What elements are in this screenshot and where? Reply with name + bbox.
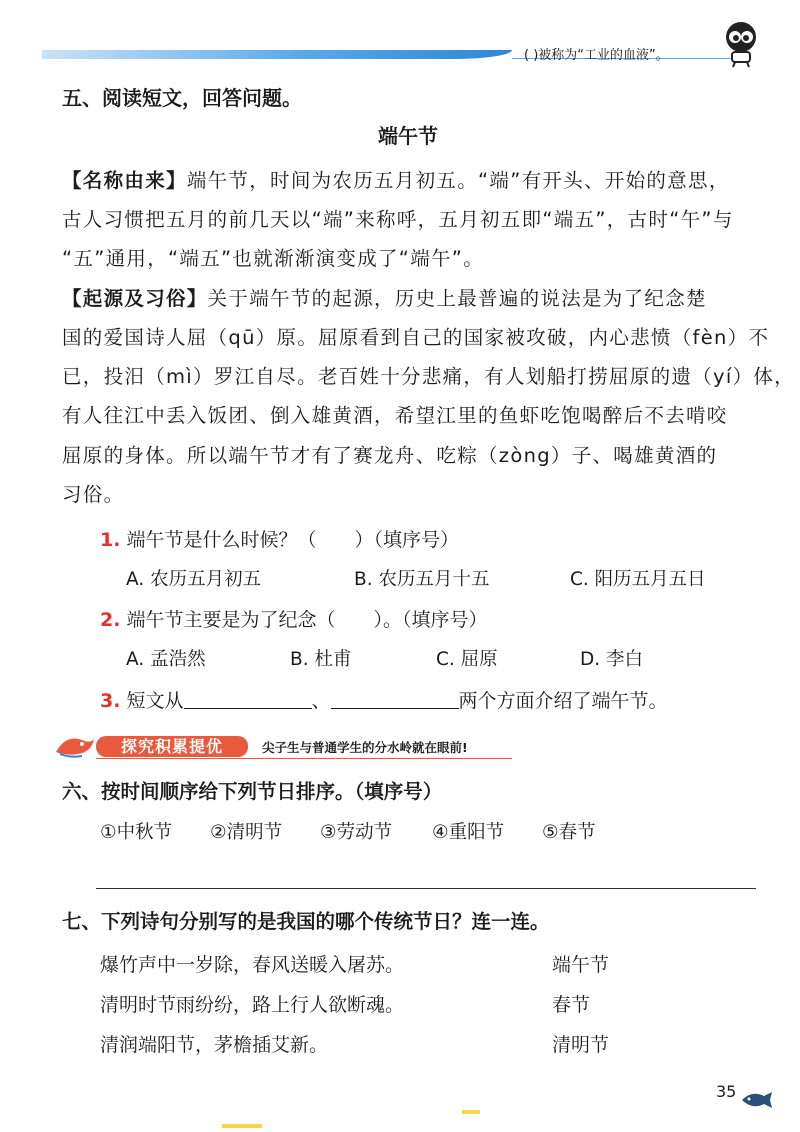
q2-option-d[interactable]: D. 李白: [580, 649, 644, 670]
question-1: [100, 525, 459, 552]
question-1-number: 1.: [100, 529, 121, 551]
festival-item-3: ③劳动节: [320, 822, 393, 843]
para2-line1: [62, 283, 707, 311]
para1-line1: [62, 165, 730, 193]
scan-mark: [462, 1110, 480, 1114]
question-3-blank-1[interactable]: [184, 690, 312, 709]
q2-option-b[interactable]: B. 杜甫: [290, 649, 352, 670]
article-title: 端午节: [378, 124, 438, 148]
festival-item-2: ②清明节: [210, 822, 283, 843]
q1-option-b[interactable]: B. 农历五月十五: [354, 569, 490, 590]
festival-item-4: ④重阳节: [432, 822, 505, 843]
para1-text: 端午节，时间为农历五月初五。“端”有开头、开始的意思，: [186, 169, 730, 192]
q2-option-a[interactable]: A. 孟浩然: [126, 649, 206, 670]
question-3-blank-2[interactable]: [331, 690, 459, 709]
para2-line5: 屈原的身体。所以端午节才有了赛龙舟、吃粽（zòng）子、喝雄黄酒的: [62, 444, 718, 467]
para2-line6: 习俗。: [62, 483, 125, 506]
banner-tagline: 尖子生与普通学生的分水岭就在眼前!: [262, 740, 468, 755]
para2-line3: 已，投汨（mì）罗江自尽。老百姓十分悲痛，有人划船打捞屈原的遗（yí）体，: [62, 365, 795, 388]
festival-item-5: ⑤春节: [542, 822, 596, 843]
section5-title: 五、阅读短文，回答问题。: [62, 86, 302, 110]
festival-option-2[interactable]: 春节: [552, 994, 591, 1016]
para2-label: 【起源及习俗】: [62, 287, 208, 310]
poem-line-3[interactable]: 清润端阳节，茅檐插艾新。: [100, 1034, 329, 1056]
header-decor-bar: [42, 50, 512, 59]
scan-mark: [222, 1124, 262, 1128]
para2-text: 关于端午节的起源，历史上最普遍的说法是为了纪念楚: [207, 287, 707, 310]
festival-option-1[interactable]: 端午节: [552, 954, 610, 976]
question-3-number: 3.: [100, 690, 121, 712]
banner-rule: [96, 758, 512, 759]
question-3-separator: 、: [311, 690, 331, 712]
question-3: [100, 686, 668, 713]
question-3-text-b: 两个方面介绍了端午节。: [458, 690, 668, 712]
banner-bird-icon: [52, 730, 96, 760]
corner-fish-icon: [740, 1088, 774, 1112]
header-note: ( )被称为“工业的血液”。: [524, 48, 669, 63]
poem-line-2[interactable]: 清明时节雨纷纷，路上行人欲断魂。: [100, 994, 405, 1016]
section6-answer-line[interactable]: [96, 888, 756, 889]
para1-label: 【名称由来】: [62, 169, 187, 192]
para2-line2: 国的爱国诗人屈（qū）原。屈原看到自己的国家被攻破，内心悲愤（fèn）不: [62, 326, 770, 349]
question-2-text: 端午节主要是为了纪念（ ）。（填序号）: [126, 609, 488, 631]
section7-title: 七、下列诗句分别写的是我国的哪个传统节日？连一连。: [62, 910, 550, 933]
festival-option-3[interactable]: 清明节: [552, 1034, 610, 1056]
para1-line3: “五”通用，“端五”也就渐渐演变成了“端午”。: [62, 247, 485, 270]
q2-option-c[interactable]: C. 屈原: [436, 649, 498, 670]
mascot-icon: [718, 20, 764, 68]
q1-option-c[interactable]: C. 阳历五月五日: [570, 569, 706, 590]
festival-item-1: ①中秋节: [100, 822, 173, 843]
q1-option-a[interactable]: A. 农历五月初五: [126, 569, 262, 590]
question-2-number: 2.: [100, 609, 121, 631]
banner-title: 探究积累提优: [96, 736, 248, 757]
section6-title: 六、按时间顺序给下列节日排序。（填序号）: [62, 780, 443, 803]
question-1-text: 端午节是什么时候？（ ）（填序号）: [126, 529, 460, 551]
poem-line-1[interactable]: 爆竹声中一岁除，春风送暖入屠苏。: [100, 954, 405, 976]
page-number: 35: [716, 1082, 737, 1101]
question-2: [100, 605, 488, 632]
para2-line4: 有人往江中丢入饭团、倒入雄黄酒，希望江里的鱼虾吃饱喝醉后不去啃咬: [62, 404, 728, 427]
para1-line2: 古人习惯把五月的前几天以“端”来称呼，五月初五即“端五”，古时“午”与: [62, 208, 734, 231]
question-3-text-a: 短文从: [126, 690, 184, 712]
